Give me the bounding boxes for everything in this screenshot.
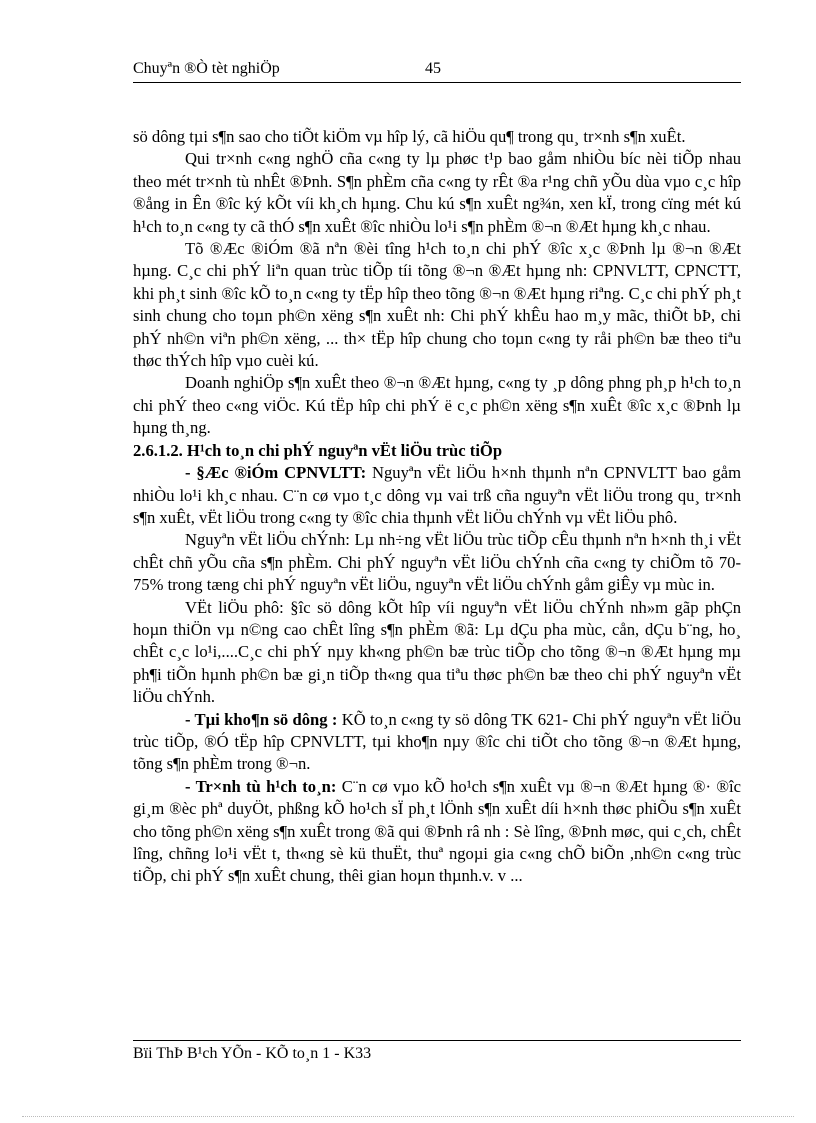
paragraph-text: Tõ ®Æc ®iÓm ®ã nªn ®èi tîng h¹ch to¸n chi phÝ ®îc x¸c ®Þnh lµ ®¬n ®Æt hµng. C¸c chi phÝ liªn quan trùc tiÕp tíi tõng ®¬n ®Æt hµng nh: CPNVLTT, CPNCTT, khi ph¸t sinh ®îc kÕ to¸n c«ng ty tËp hîp theo tõng ®¬n ®Æt hµng riªng. C¸c chi phÝ ph¸t sinh chung cho toµn ph©n xëng s¶n xuÊt nh: Chi phÝ khÊu hao m¸y mãc, thiÕt bÞ, chi phÝ nh©n viªn ph©n xëng, ... th× tËp hîp chung cho toµn c«ng ty råi ph©n bæ theo tiªu thøc thÝch hîp vµo cuèi kú.	[133, 239, 741, 371]
paragraph-text: Nguyªn vËt liÖu h×nh thµnh nªn CPNVLTT bao gåm nhiÒu lo¹i kh¸c nhau. C¨n cø vµo t¸c dông vµ vai trß cña nguyªn vËt liÖu trong qu¸ tr×nh s¶n xuÊt, vËt liÖu trong c«ng ty ®îc chia thµnh vËt liÖu chÝnh vµ vËt liÖu phô.	[133, 463, 741, 527]
paragraph-text: KÕ to¸n c«ng ty sö dông TK 621- Chi phÝ nguyªn vËt liÖu trùc tiÕp, ®Ó tËp hîp CPNVLTT, tµi kho¶n nµy ®îc chi tiÕt cho tõng ®¬n ®Æt hµng, tõng s¶n phÈm trong ®¬n.	[133, 709, 741, 774]
paragraph	[133, 776, 741, 888]
page-footer	[133, 1040, 741, 1063]
paragraph-text: VËt liÖu phô: §îc sö dông kÕt hîp víi nguyªn vËt liÖu chÝnh nh»m gãp phÇn hoµn thiÖn vµ n©ng cao chÊt lîng s¶n phÈm ®ã: Lµ dÇu pha mùc, cån, dÇu b¨ng, ho¸ chÊt c¸c lo¹i,....C¸c chi phÝ nµy kh«ng ph©n bæ trùc tiÕp cho tõng ®¬n ®Æt hµng mµ ph¶i tiÕn hµnh ph©n bæ gi¸n tiÕp th«ng qua tiªu thøc ph©n bæ theo chi phÝ nguyªn vËt liÖu chÝnh.	[133, 597, 741, 707]
paragraph	[133, 529, 741, 596]
paragraph-text: Doanh nghiÖp s¶n xuÊt theo ®¬n ®Æt hµng, c«ng ty ¸p dông phng ph¸p h¹ch to¸n chi phÝ theo c«ng viÖc. Kú tËp hîp chi phÝ ë c¸c ph©n xëng s¶n xuÊt ®îc x¸c ®Þnh lµ hµng th¸ng.	[133, 373, 741, 438]
page-bottom-divider	[22, 1116, 794, 1117]
paragraph	[133, 238, 741, 372]
section-heading	[133, 440, 741, 462]
document-body	[133, 126, 741, 888]
paragraph	[133, 709, 741, 776]
paragraph-lead: - Tµi kho¶n sö dông :	[185, 709, 338, 729]
page-number: 45	[425, 60, 441, 77]
document-title: Chuyªn ®Ò tèt nghiÖp	[133, 60, 280, 77]
paragraph	[133, 372, 741, 439]
paragraph-text: C¨n cø vµo kÕ ho¹ch s¶n xuÊt vµ ®¬n ®Æt hµng ®· ®îc gi¸m ®èc phª duyÖt, phßng kÕ ho¹ch sÏ ph¸t lÖnh s¶n xuÊt díi h×nh thøc phiÕu s¶n xuÊt cho tõng ph©n xëng s¶n xuÊt trong ®ã qui ®Þnh râ nh : Sè lîng, ®Þnh møc, qui c¸ch, chÊt lîng, chñng lo¹i vËt t, th«ng sè kü thuËt, thuª ngoµi gia c«ng chÕ biÕn ,nh©n c«ng trùc tiÕp, chi phÝ s¶n xuÊt chung, thêi gian hoµn thµnh.v. v ...	[133, 776, 741, 886]
paragraph-lead: - Tr×nh tù h¹ch to¸n:	[185, 776, 337, 796]
paragraph	[133, 462, 741, 529]
paragraph-text: Qui tr×nh c«ng nghÖ cña c«ng ty lµ phøc t¹p bao gåm nhiÒu bíc nèi tiÕp nhau theo mét tr×nh tù nhÊt ®Þnh. S¶n phÈm cña c«ng ty rÊt ®a r¹ng chñ yÕu dùa vµo c¸c hîp ®ång in Ên ®îc ký kÕt víi kh¸ch hµng. Chu kú s¶n xuÊt ng¾n, xen kÏ, trong cïng mét kú h¹ch to¸n c«ng ty cã thÓ s¶n xuÊt ®îc nhiÒu lo¹i s¶n phÈm ®¬n ®Æt hµng kh¸c nhau.	[133, 149, 741, 236]
footer-author: Bïi ThÞ B¹ch YÕn - KÕ to¸n 1 - K33	[133, 1045, 372, 1062]
paragraph	[133, 126, 741, 148]
paragraph-text: sö dông tµi s¶n sao cho tiÕt kiÖm vµ hîp lý, cã hiÖu qu¶ trong qu¸ tr×nh s¶n xuÊt.	[133, 127, 686, 146]
page-header	[133, 58, 741, 83]
paragraph	[133, 148, 741, 238]
paragraph	[133, 597, 741, 709]
paragraph-lead: - §Æc ®iÓm CPNVLTT:	[185, 463, 367, 483]
paragraph-text: Nguyªn vËt liÖu chÝnh: Lµ nh÷ng vËt liÖu trùc tiÕp cÊu thµnh nªn h×nh th¸i vËt chÊt chñ yÕu cña s¶n phÈm. Chi phÝ nguyªn vËt liÖu chÝnh cña c«ng ty chiÕm tõ 70-75% trong tæng chi phÝ nguyªn vËt liÖu, nguyªn vËt liÖu chÝnh gåm giÊy vµ mùc in.	[133, 530, 741, 595]
section-heading-text: 2.6.1.2. H¹ch to¸n chi phÝ nguyªn vËt liÖu trùc tiÕp	[133, 440, 503, 460]
